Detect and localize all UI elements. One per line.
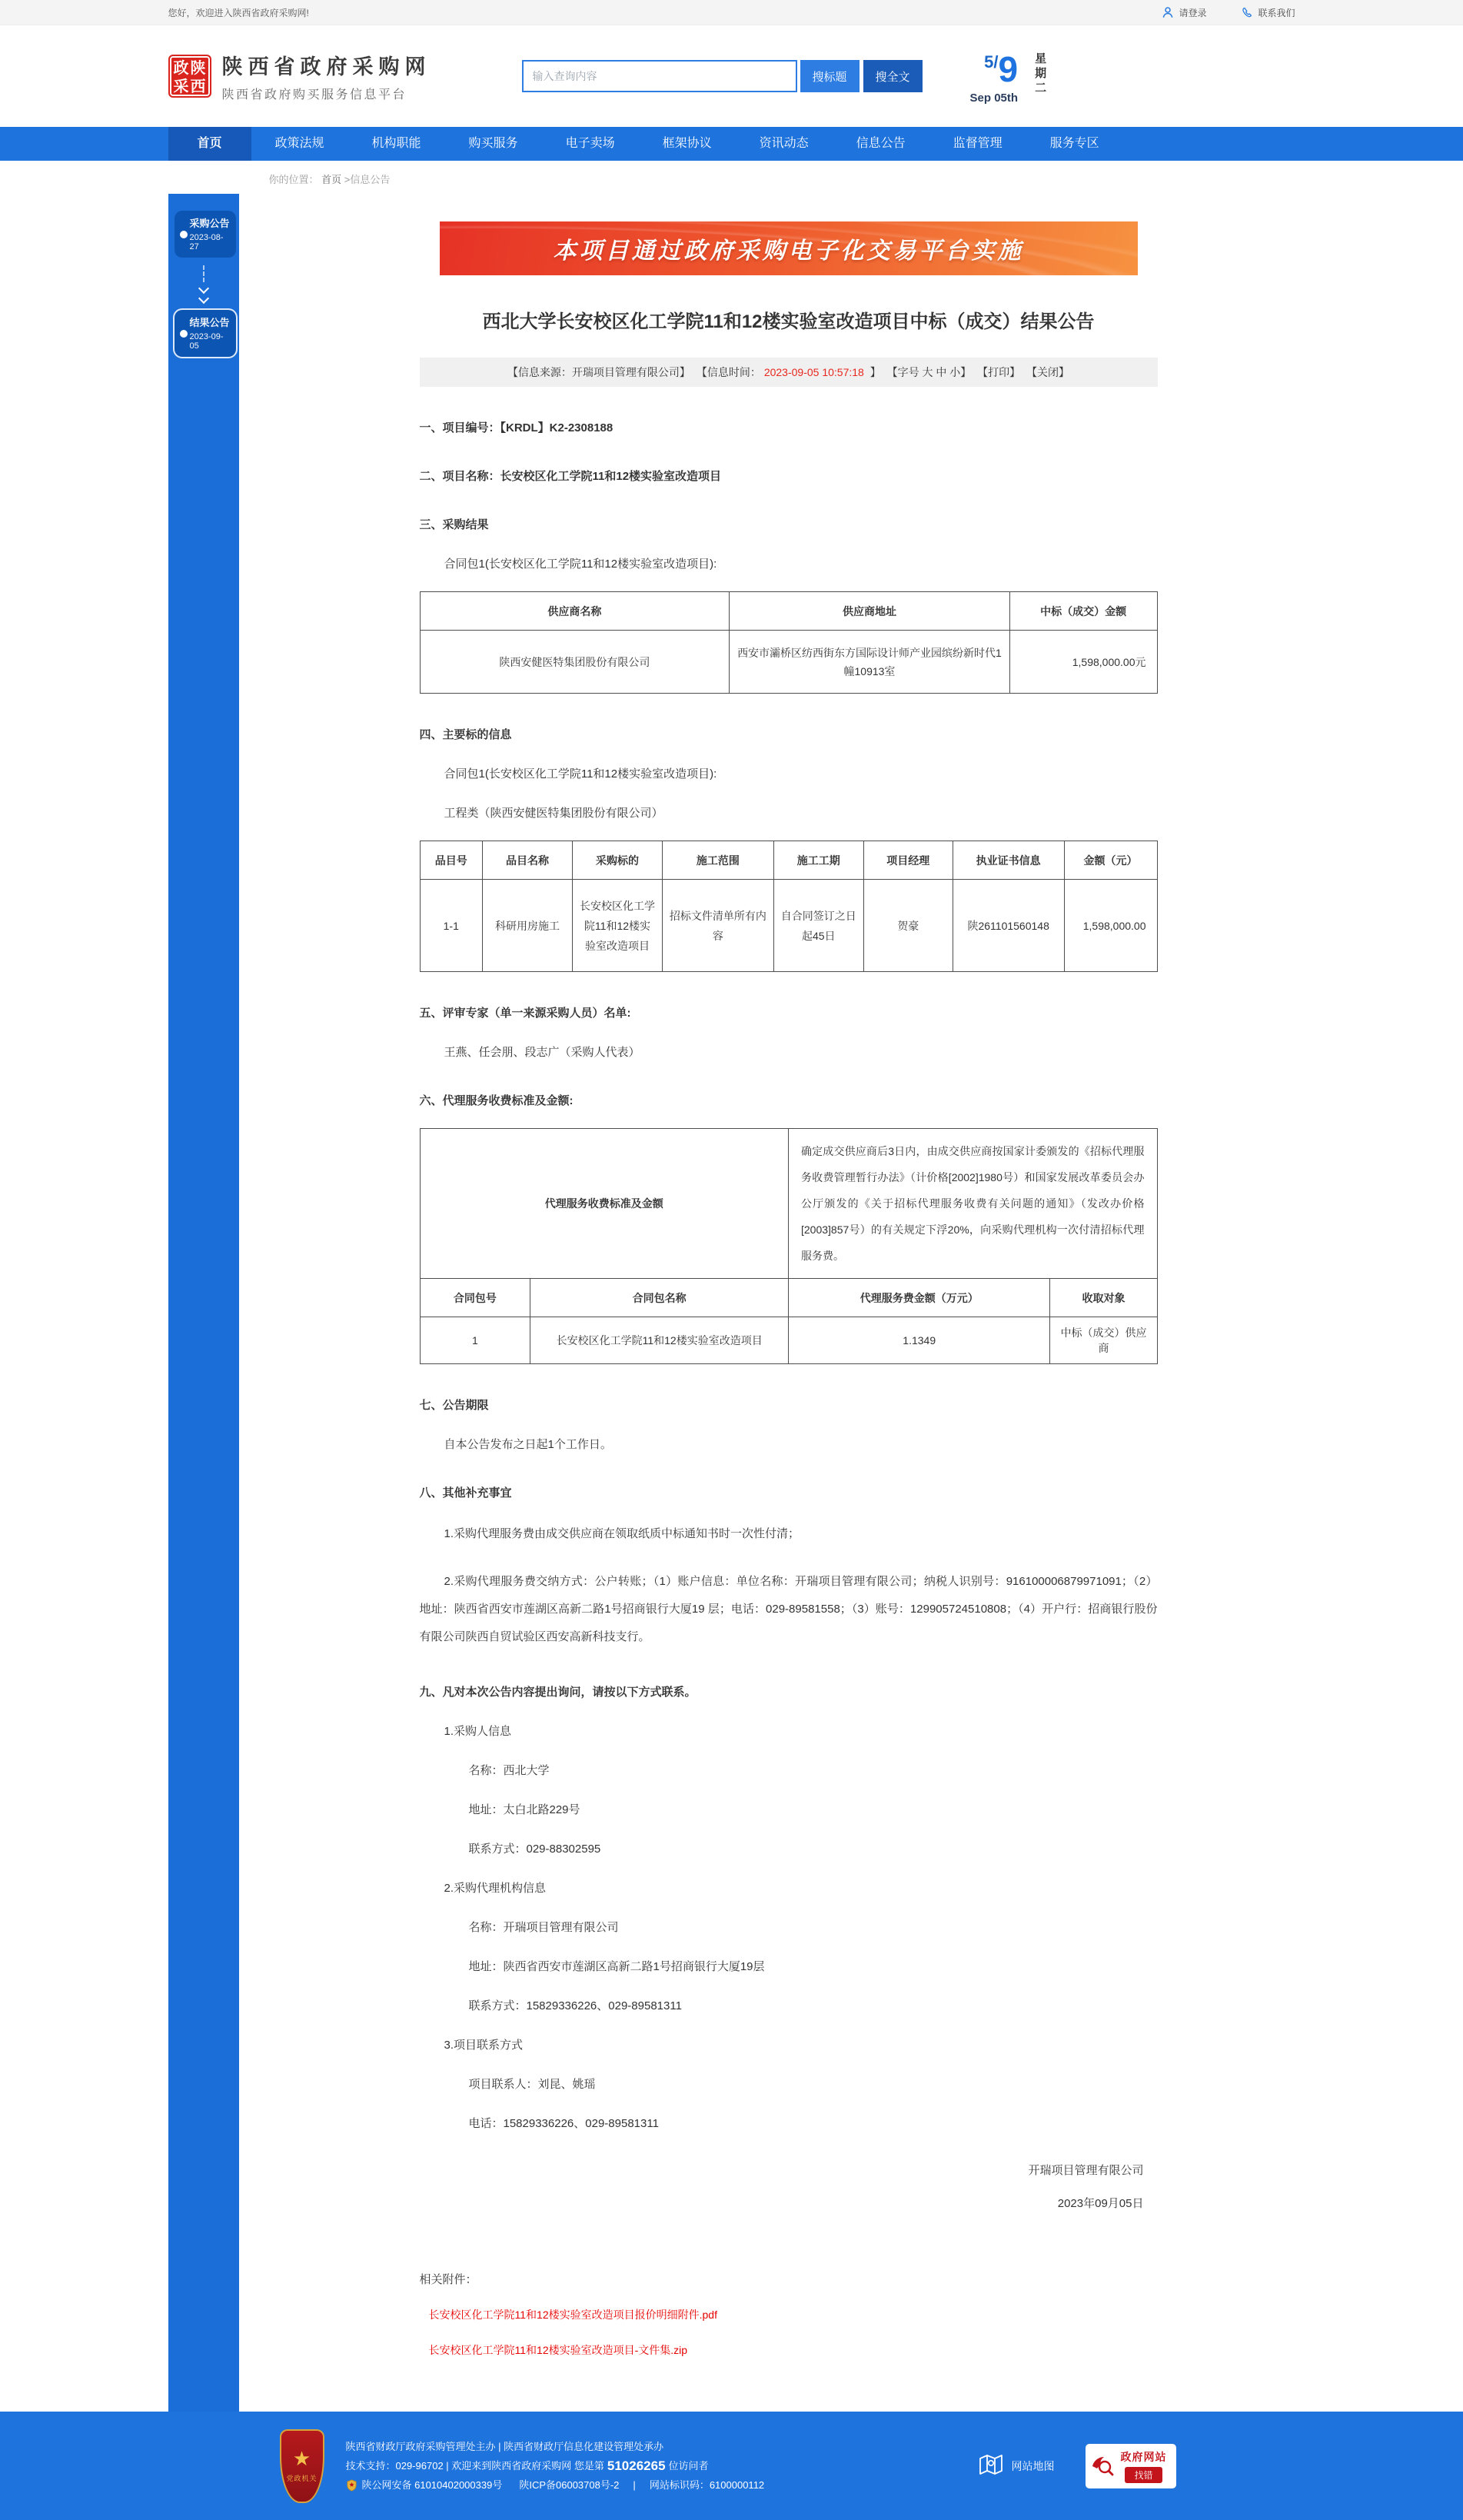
supplier-address: 西安市灞桥区纺西街东方国际设计师产业园缤纷新时代1幢10913室	[730, 631, 1009, 694]
site-id-code: 网站标识码：6100000112	[649, 2479, 765, 2491]
purchaser-phone: 联系方式：029-88302595	[468, 1843, 601, 1856]
nav-item-policies[interactable]: 政策法规	[274, 137, 324, 150]
nav-item-service-zone[interactable]: 服务专区	[1049, 137, 1099, 150]
col-supplier-address: 供应商地址	[730, 592, 1009, 631]
package-no: 1	[420, 1317, 530, 1364]
purchaser-info-title: 1.采购人信息	[444, 1725, 512, 1738]
signature-block	[420, 2162, 1158, 2211]
announcement-timeline	[168, 194, 239, 2412]
nav-item-purchase-services[interactable]: 购买服务	[468, 137, 518, 150]
user-icon	[1162, 6, 1174, 18]
top-utility-bar	[0, 0, 1463, 25]
agency-fee-table	[420, 1128, 1158, 1364]
notice-period-value: 自本公告发布之日起1个工作日。	[444, 1438, 612, 1451]
col-package-no: 合同包号	[420, 1279, 530, 1317]
nav-item-e-marketplace[interactable]: 电子卖场	[565, 137, 615, 150]
login-link[interactable]: 请登录	[1162, 6, 1206, 19]
section-notice-period-title: 七、公告期限	[419, 1399, 489, 1412]
meta-time-value: 2023-09-05 10:57:18	[763, 366, 864, 378]
section-project-number: 一、项目编号：【KRDL】K2-2308188	[419, 421, 613, 434]
font-size-control[interactable]: 【字号 大 中 小】	[886, 366, 972, 378]
announcement-article	[420, 194, 1158, 2412]
timeline-item-result-notice[interactable]: 结果公告 2023-09-05	[175, 310, 236, 357]
package-name: 长安校区化工学院11和12楼实验室改造项目	[530, 1317, 789, 1364]
col-package-name: 合同包名称	[530, 1279, 789, 1317]
phone-icon	[1242, 7, 1253, 18]
timeline-connector	[168, 258, 239, 310]
agency-phone: 联系方式：15829336226、029-89581311	[468, 1999, 682, 2012]
date-month: 5/	[984, 52, 999, 72]
amount: 1,598,000.00	[1064, 880, 1157, 972]
section-agency-fee-title: 六、代理服务收费标准及金额:	[419, 1094, 574, 1107]
magnifier-icon	[1089, 2453, 1116, 2479]
search-fulltext-button[interactable]: 搜全文	[863, 60, 923, 92]
platform-banner: 本项目通过政府采购电子化交易平台实施	[440, 221, 1138, 275]
agency-info-title: 2.采购代理机构信息	[444, 1882, 547, 1895]
nav-item-framework-agreement[interactable]: 框架协议	[662, 137, 712, 150]
timeline-dot	[180, 330, 188, 338]
col-amount: 金额（元）	[1064, 841, 1157, 880]
site-logo[interactable]	[168, 50, 431, 102]
attachment-zip-link[interactable]: 长安校区化工学院11和12楼实验室改造项目-文件集.zip	[428, 2344, 688, 2356]
section-subject-info: 四、主要标的信息	[419, 728, 512, 741]
table-row	[420, 880, 1157, 972]
col-fee-payer: 收取对象	[1050, 1279, 1157, 1317]
nav-item-news[interactable]: 资讯动态	[759, 137, 809, 150]
date-day: 9	[998, 48, 1019, 89]
date-english: Sep 05th	[969, 91, 1019, 105]
col-construction-scope: 施工范围	[662, 841, 773, 880]
other-matters-p1: 1.采购代理服务费由成交供应商在领取纸质中标通知书时一次性付清；	[444, 1527, 800, 1540]
procurement-subject: 长安校区化工学院11和12楼实验室改造项目	[572, 880, 662, 972]
construction-scope: 招标文件清单所有内容	[662, 880, 773, 972]
gov-site-error-report-badge[interactable]: 政府网站 找错	[1086, 2444, 1176, 2488]
search-input[interactable]	[522, 60, 797, 92]
certificate-info: 陕261101560148	[953, 880, 1064, 972]
contact-link[interactable]: 联系我们	[1242, 6, 1295, 19]
breadcrumb-current[interactable]: >信息公告	[344, 174, 391, 185]
footer-organizer-line: 陕西省财政厅政府采购管理处主办 | 陕西省财政厅信息化建设管理处承办	[345, 2440, 664, 2452]
nav-item-announcements[interactable]: 信息公告	[856, 137, 906, 150]
meta-time-label: 【信息时间：	[696, 366, 761, 378]
section-contact-title: 九、凡对本次公告内容提出询问，请按以下方式联系。	[419, 1686, 697, 1699]
welcome-text: 您好，欢迎进入陕西省政府采购网!	[168, 7, 309, 18]
fee-payer: 中标（成交）供应商	[1050, 1317, 1157, 1364]
agency-address: 地址：陕西省西安市莲湖区高新二路1号招商银行大厦19层	[468, 1960, 765, 1973]
fee-standard-description: 确定成交供应商后3日内，由成交供应商按国家计委颁发的《招标代理服务收费管理暂行办法》（计价格[2002]1980号）和国家发展改革委员会办公厅颁发的《关于招标代理服务收费有关问题的通知》（发改办价格[2003]857号）的有关规定下浮20%，向采购代理机构一次付清招标代理服务费。	[788, 1129, 1157, 1279]
attachments-title: 相关附件：	[419, 2273, 477, 2286]
print-button[interactable]: 【打印】	[977, 366, 1021, 378]
subject-detail-table	[420, 841, 1158, 972]
signature-date: 2023年09月05日	[1057, 2197, 1144, 2210]
section-experts-title: 五、评审专家（单一来源采购人员）名单:	[419, 1007, 631, 1020]
content-area	[168, 194, 1295, 2412]
nav-item-home[interactable]: 首页	[168, 127, 251, 161]
attachment-pdf-link[interactable]: 长安校区化工学院11和12楼实验室改造项目报价明细附件.pdf	[428, 2309, 717, 2321]
beian-police-link[interactable]: 陕公网安备 61010402000339号	[361, 2479, 503, 2491]
logo-seal-icon: 政 陕 采 西	[168, 55, 211, 98]
footer-support-line: 技术支持：029-96702 | 欢迎来到陕西省政府采购网 您是第 51026265 位访问者	[345, 2458, 709, 2473]
government-emblem-icon: ★ 党政机关	[280, 2429, 324, 2503]
article-meta-bar: 【信息来源：开瑞项目管理有限公司】 【信息时间： 2023-09-05 10:57:18 】 【字号 大 中 小】 【打印】 【关闭】	[420, 358, 1158, 387]
col-item-no: 品目号	[420, 841, 483, 880]
table-row	[420, 1317, 1157, 1364]
site-header	[0, 25, 1463, 127]
project-contact-person: 项目联系人：刘昆、姚瑶	[468, 2078, 596, 2091]
search-bar	[522, 60, 923, 92]
project-contact-phone: 电话：15829336226、029-89581311	[468, 2117, 659, 2130]
section-other-matters-title: 八、其他补充事宜	[419, 1486, 512, 1500]
chevron-down-icon	[198, 293, 208, 304]
col-construction-period: 施工工期	[773, 841, 863, 880]
meta-source: 【信息来源：开瑞项目管理有限公司】	[507, 366, 690, 378]
col-item-name: 品目名称	[483, 841, 573, 880]
experts-list: 王燕、任会朋、段志广（采购人代表）	[444, 1046, 640, 1059]
breadcrumb: 你的位置： 首页 >信息公告	[268, 174, 391, 185]
beian-icp-link[interactable]: 陕ICP备06003708号-2	[519, 2479, 620, 2491]
close-button[interactable]: 【关闭】	[1026, 366, 1070, 378]
project-manager: 贺豪	[863, 880, 953, 972]
breadcrumb-row	[0, 161, 1463, 194]
category-note: 工程类（陕西安健医特集团股份有限公司）	[444, 807, 663, 820]
map-icon	[978, 2452, 1004, 2480]
item-no: 1-1	[420, 880, 483, 972]
main-navigation	[0, 127, 1463, 161]
fee-standard-label: 代理服务收费标准及金额	[420, 1129, 788, 1279]
col-certificate-info: 执业证书信息	[953, 841, 1064, 880]
site-subtitle: 陕西省政府购买服务信息平台	[221, 88, 407, 102]
agency-fee: 1.1349	[788, 1317, 1049, 1364]
supplier-result-table	[420, 591, 1158, 694]
footer-beian-line: 陕公网安备 61010402000339号 陕ICP备06003708号-2 | 网站标识码：6100000112	[346, 2479, 765, 2492]
purchaser-address: 地址：太白北路229号	[468, 1803, 580, 1816]
col-project-manager: 项目经理	[863, 841, 953, 880]
section-result-title: 三、采购结果	[419, 518, 489, 531]
purchaser-name: 名称：西北大学	[468, 1764, 550, 1777]
supplier-name: 陕西安健医特集团股份有限公司	[420, 631, 730, 694]
attachments-section	[420, 2271, 1158, 2358]
col-award-amount: 中标（成交）金额	[1009, 592, 1157, 631]
nav-item-functions[interactable]: 机构职能	[371, 137, 421, 150]
date-widget	[970, 48, 1047, 105]
award-amount: 1,598,000.00元	[1009, 631, 1157, 694]
col-procurement-subject: 采购标的	[572, 841, 662, 880]
police-badge-icon	[346, 2479, 357, 2492]
contract-package-note: 合同包1(长安校区化工学院11和12楼实验室改造项目):	[444, 558, 717, 571]
table-row	[420, 631, 1157, 694]
nav-item-supervision[interactable]: 监督管理	[953, 137, 1002, 150]
item-name: 科研用房施工	[483, 880, 573, 972]
other-matters-p2: 2.采购代理服务费交纳方式：公户转账；（1）账户信息：单位名称：开瑞项目管理有限公司；纳税人识别号：916100006879971091；（2）地址：陕西省西安市莲湖区高新二路1号招商银行大厦19 层；电话：029-89581558；（3）账号：129905724510808；（4）开户行：招商银行股份有限公司陕西自贸试验区西安高新科技支行。	[419, 1575, 1158, 1643]
page-title: 西北大学长安校区化工学院11和12楼实验室改造项目中标（成交）结果公告	[482, 311, 1095, 332]
weekday-label: 星 期 二	[1035, 52, 1047, 95]
timeline-dot	[180, 231, 188, 238]
col-supplier-name: 供应商名称	[420, 592, 730, 631]
construction-period: 自合同签订之日起45日	[773, 880, 863, 972]
site-title: 陕西省政府采购网	[221, 55, 431, 78]
sitemap-link[interactable]: 网站地图	[978, 2452, 1055, 2480]
col-agency-fee: 代理服务费金额（万元）	[788, 1279, 1049, 1317]
timeline-item-purchase-notice[interactable]: 采购公告 2023-08-27	[175, 211, 236, 258]
breadcrumb-home-link[interactable]: 首页	[321, 174, 342, 185]
agency-name: 名称：开瑞项目管理有限公司	[468, 1921, 619, 1934]
visitor-count: 51026265	[607, 2458, 666, 2473]
section-project-name: 二、项目名称：长安校区化工学院11和12楼实验室改造项目	[419, 470, 722, 483]
project-contact-title: 3.项目联系方式	[444, 2039, 524, 2052]
search-title-button[interactable]: 搜标题	[800, 60, 860, 92]
signature-company: 开瑞项目管理有限公司	[1028, 2164, 1144, 2177]
contract-package-note-2: 合同包1(长安校区化工学院11和12楼实验室改造项目):	[444, 767, 717, 781]
site-footer	[0, 2412, 1463, 2520]
